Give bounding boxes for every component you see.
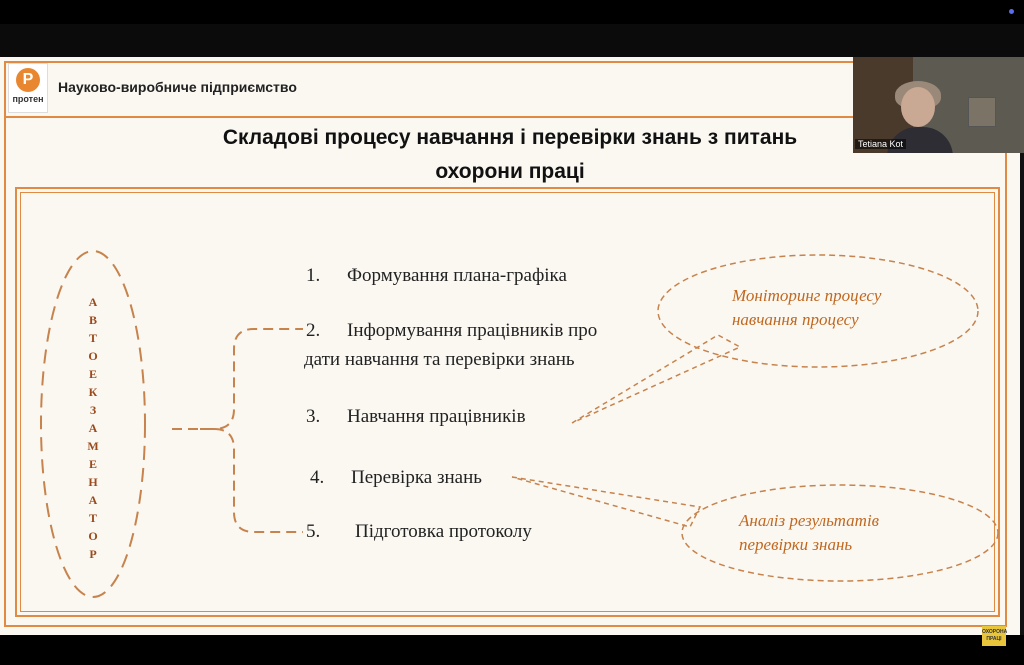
video-window-frame — [968, 97, 996, 127]
top-band — [0, 24, 1024, 57]
analysis-bubble-text — [739, 509, 879, 557]
company-name: Науково-виробниче підприємство — [58, 79, 297, 95]
item-number: 2. — [306, 320, 321, 341]
top-bar — [0, 0, 1024, 24]
list-item — [306, 265, 567, 287]
vertical-letter: К — [88, 385, 98, 399]
list-item — [306, 406, 526, 428]
vertical-letter: Н — [88, 475, 98, 489]
bubble-line: навчання процесу — [732, 310, 859, 329]
vertical-letter: А — [88, 295, 98, 309]
title-line-1: Складові процесу навчання і перевірки знань з питань — [222, 126, 798, 149]
analysis-pointer — [512, 477, 700, 527]
logo-text: протен — [12, 94, 44, 104]
vertical-letter: Е — [88, 367, 97, 381]
list-item — [310, 467, 482, 489]
vertical-letter: А — [88, 493, 98, 507]
item-number: 5. — [306, 521, 321, 542]
monitoring-bubble-text — [732, 284, 881, 332]
list-item — [306, 521, 532, 543]
status-dot-icon — [1009, 9, 1014, 14]
vertical-letter: Т — [88, 331, 97, 345]
participant-video-tile[interactable] — [853, 57, 1024, 153]
item-number: 4. — [310, 467, 325, 488]
vertical-letter: О — [88, 529, 98, 543]
vertical-letter: М — [87, 439, 99, 453]
bubble-line: Аналіз результатів — [739, 511, 880, 530]
title-line-2: охорони праці — [435, 160, 585, 183]
vertical-letter: Т — [88, 511, 97, 525]
vertical-letter: В — [88, 313, 97, 327]
item-number: 1. — [306, 265, 321, 286]
participant-name: Tetiana Kot — [855, 139, 906, 149]
participant-face — [901, 87, 935, 127]
item-text: Навчання працівників — [347, 406, 526, 427]
vertical-letter: Р — [89, 547, 97, 561]
item-text: Інформування працівників про — [347, 320, 598, 341]
bubble-line: перевірки знань — [739, 535, 853, 554]
item-text: Підготовка протоколу — [355, 521, 532, 542]
vertical-letter: Е — [88, 457, 97, 471]
item-text: Формування плана-графіка — [347, 265, 567, 286]
monitoring-pointer — [572, 335, 740, 423]
logo-mark-icon: P — [16, 68, 40, 92]
watermark-logo: ОХОРОНА ПРАЦІ — [982, 626, 1006, 646]
vertical-letter: А — [88, 421, 98, 435]
item-number: 3. — [306, 406, 321, 427]
bubble-line: Моніторинг процесу — [732, 286, 882, 305]
list-item-continuation: дати навчання та перевірки знань — [304, 349, 575, 370]
list-item — [306, 320, 597, 342]
item-text: Перевірка знань — [351, 467, 482, 488]
vertical-letter: З — [89, 403, 97, 417]
brace-connector — [172, 329, 303, 532]
bottom-bar — [0, 635, 1024, 665]
vertical-letter: О — [88, 349, 98, 363]
